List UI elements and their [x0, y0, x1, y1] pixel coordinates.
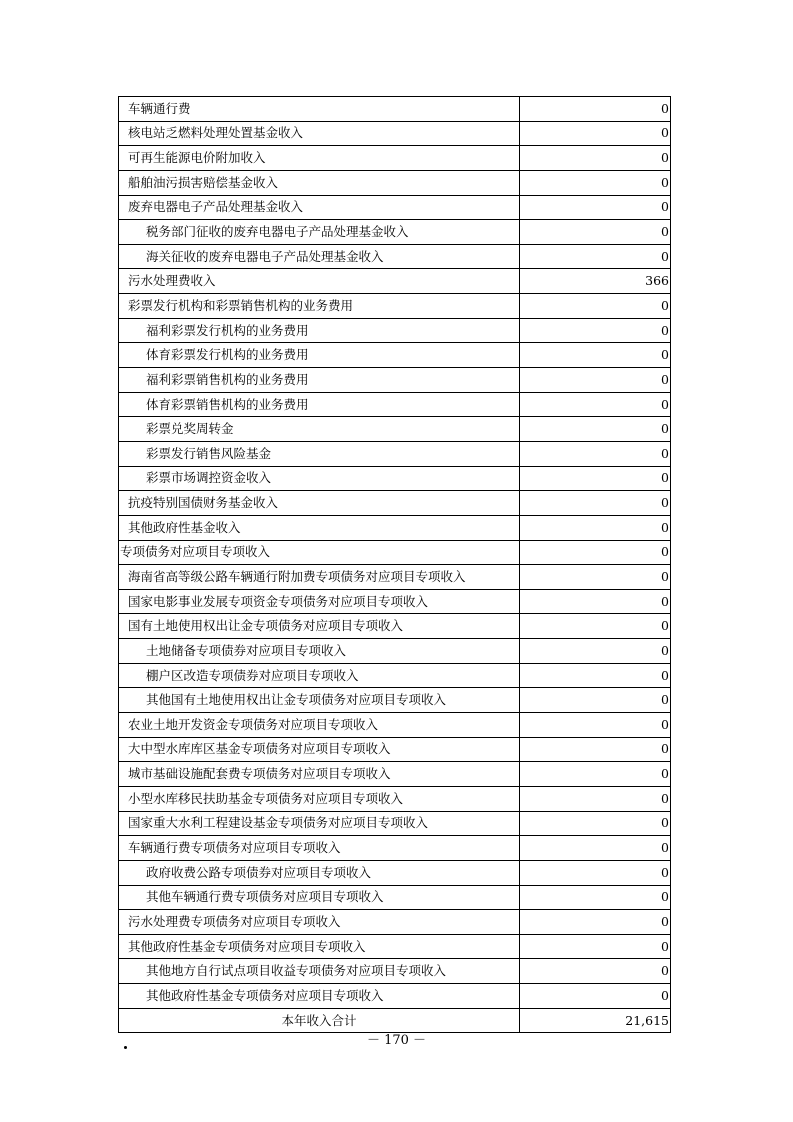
item-value-cell: 0 [520, 417, 671, 442]
item-value-cell: 0 [520, 762, 671, 787]
table-row [119, 565, 671, 590]
table-row [119, 688, 671, 713]
item-name-cell: 大中型水库库区基金专项债务对应项目专项收入 [119, 737, 520, 762]
item-name-cell: 其他国有土地使用权出让金专项债务对应项目专项收入 [119, 688, 520, 713]
item-value-cell: 0 [520, 860, 671, 885]
item-name-cell: 海南省高等级公路车辆通行附加费专项债务对应项目专项收入 [119, 565, 520, 590]
item-name-cell: 体育彩票发行机构的业务费用 [119, 343, 520, 368]
item-value-cell: 0 [520, 959, 671, 984]
item-value-cell: 0 [520, 713, 671, 738]
table-row [119, 959, 671, 984]
table-row [119, 860, 671, 885]
item-value-cell: 0 [520, 318, 671, 343]
table-row [119, 737, 671, 762]
item-name-cell: 可再生能源电价附加收入 [119, 146, 520, 171]
item-value-cell: 0 [520, 614, 671, 639]
item-name-cell: 彩票市场调控资金收入 [119, 466, 520, 491]
item-value-cell: 0 [520, 885, 671, 910]
item-name-cell: 彩票发行销售风险基金 [119, 441, 520, 466]
table-row [119, 466, 671, 491]
item-name-cell: 城市基础设施配套费专项债务对应项目专项收入 [119, 762, 520, 787]
item-name-cell: 专项债务对应项目专项收入 [119, 540, 520, 565]
item-value-cell: 0 [520, 97, 671, 122]
item-value-cell: 0 [520, 811, 671, 836]
item-value-cell: 0 [520, 565, 671, 590]
item-name-cell: 海关征收的废弃电器电子产品处理基金收入 [119, 244, 520, 269]
table-row [119, 269, 671, 294]
item-name-cell: 彩票兑奖周转金 [119, 417, 520, 442]
table-row [119, 934, 671, 959]
item-name-cell: 农业土地开发资金专项债务对应项目专项收入 [119, 713, 520, 738]
total-label: 本年收入合计 [119, 1008, 520, 1033]
item-name-cell: 其他政府性基金专项债务对应项目专项收入 [119, 934, 520, 959]
table-row [119, 417, 671, 442]
item-value-cell: 0 [520, 121, 671, 146]
item-name-cell: 彩票发行机构和彩票销售机构的业务费用 [119, 294, 520, 319]
item-value-cell: 0 [520, 540, 671, 565]
item-name-cell: 体育彩票销售机构的业务费用 [119, 392, 520, 417]
item-name-cell: 车辆通行费专项债务对应项目专项收入 [119, 836, 520, 861]
table-row [119, 392, 671, 417]
table-row [119, 515, 671, 540]
item-name-cell: 税务部门征收的废弃电器电子产品处理基金收入 [119, 220, 520, 245]
item-name-cell: 福利彩票发行机构的业务费用 [119, 318, 520, 343]
item-name-cell: 其他车辆通行费专项债务对应项目专项收入 [119, 885, 520, 910]
table-row [119, 146, 671, 171]
item-value-cell: 0 [520, 146, 671, 171]
table-row [119, 220, 671, 245]
table-row [119, 368, 671, 393]
item-name-cell: 国有土地使用权出让金专项债务对应项目专项收入 [119, 614, 520, 639]
page-number: － 170 － [366, 1033, 427, 1048]
item-value-cell: 0 [520, 737, 671, 762]
item-name-cell: 污水处理费专项债务对应项目专项收入 [119, 910, 520, 935]
item-value-cell: 0 [520, 244, 671, 269]
item-value-cell: 0 [520, 195, 671, 220]
table-row [119, 614, 671, 639]
item-value-cell: 0 [520, 786, 671, 811]
item-name-cell: 废弃电器电子产品处理基金收入 [119, 195, 520, 220]
item-name-cell: 棚户区改造专项债券对应项目专项收入 [119, 663, 520, 688]
item-value-cell: 0 [520, 294, 671, 319]
table-row [119, 589, 671, 614]
table-row [119, 885, 671, 910]
table-row [119, 663, 671, 688]
item-value-cell: 0 [520, 220, 671, 245]
item-name-cell: 抗疫特别国债财务基金收入 [119, 491, 520, 516]
revenue-table-container [118, 96, 670, 1033]
item-name-cell: 核电站乏燃料处理处置基金收入 [119, 121, 520, 146]
item-value-cell: 0 [520, 589, 671, 614]
table-row [119, 318, 671, 343]
item-value-cell: 0 [520, 368, 671, 393]
table-row [119, 836, 671, 861]
dot-mark [124, 1046, 127, 1049]
item-name-cell: 国家重大水利工程建设基金专项债务对应项目专项收入 [119, 811, 520, 836]
item-value-cell: 0 [520, 441, 671, 466]
item-value-cell: 0 [520, 910, 671, 935]
table-row [119, 170, 671, 195]
table-row [119, 491, 671, 516]
item-value-cell: 0 [520, 663, 671, 688]
table-row [119, 294, 671, 319]
item-name-cell: 福利彩票销售机构的业务费用 [119, 368, 520, 393]
item-value-cell: 0 [520, 515, 671, 540]
table-row [119, 121, 671, 146]
item-name-cell: 政府收费公路专项债券对应项目专项收入 [119, 860, 520, 885]
item-name-cell: 其他地方自行试点项目收益专项债务对应项目专项收入 [119, 959, 520, 984]
item-name-cell: 污水处理费收入 [119, 269, 520, 294]
table-row [119, 639, 671, 664]
item-value-cell: 0 [520, 639, 671, 664]
total-value: 21,615 [520, 1008, 671, 1033]
table-row [119, 195, 671, 220]
item-value-cell: 0 [520, 170, 671, 195]
item-name-cell: 其他政府性基金收入 [119, 515, 520, 540]
table-row [119, 762, 671, 787]
item-name-cell: 船舶油污损害赔偿基金收入 [119, 170, 520, 195]
item-name-cell: 小型水库移民扶助基金专项债务对应项目专项收入 [119, 786, 520, 811]
item-value-cell: 0 [520, 343, 671, 368]
table-row [119, 984, 671, 1009]
revenue-table-body [119, 97, 671, 1009]
item-value-cell: 0 [520, 491, 671, 516]
table-row [119, 713, 671, 738]
table-row [119, 97, 671, 122]
table-row [119, 540, 671, 565]
item-value-cell: 0 [520, 934, 671, 959]
table-row [119, 343, 671, 368]
table-row [119, 811, 671, 836]
item-value-cell: 0 [520, 984, 671, 1009]
item-value-cell: 0 [520, 836, 671, 861]
item-name-cell: 车辆通行费 [119, 97, 520, 122]
item-name-cell: 国家电影事业发展专项资金专项债务对应项目专项收入 [119, 589, 520, 614]
item-value-cell: 0 [520, 392, 671, 417]
table-row [119, 244, 671, 269]
revenue-table [118, 96, 671, 1033]
item-name-cell: 其他政府性基金专项债务对应项目专项收入 [119, 984, 520, 1009]
item-name-cell: 土地储备专项债券对应项目专项收入 [119, 639, 520, 664]
item-value-cell: 366 [520, 269, 671, 294]
item-value-cell: 0 [520, 688, 671, 713]
table-row [119, 441, 671, 466]
table-row [119, 910, 671, 935]
item-value-cell: 0 [520, 466, 671, 491]
table-row [119, 786, 671, 811]
